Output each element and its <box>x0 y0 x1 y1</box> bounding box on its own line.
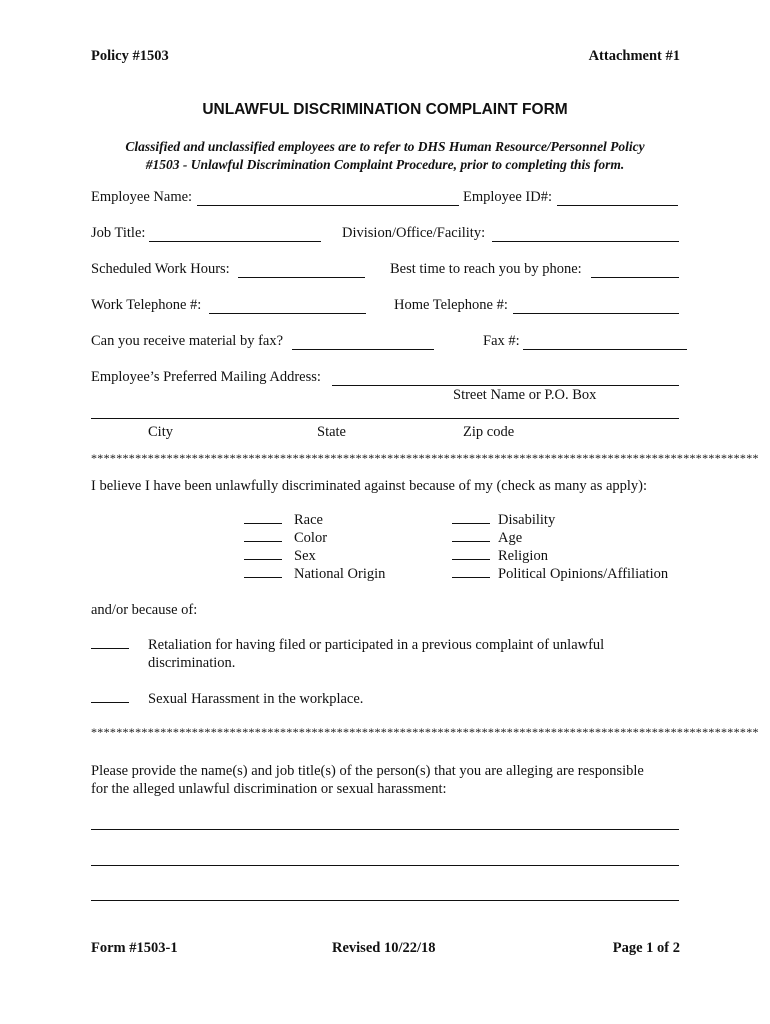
best-time-label: Best time to reach you by phone: <box>390 261 582 277</box>
persons-answer-line-3[interactable] <box>91 900 679 901</box>
mailing-city-state-zip-field[interactable] <box>91 418 679 419</box>
policy-number: Policy #1503 <box>91 48 169 64</box>
revised-date: Revised 10/22/18 <box>332 940 436 956</box>
fax-question-field[interactable] <box>292 349 434 350</box>
basis-age[interactable]: Age <box>452 530 522 547</box>
form-number: Form #1503-1 <box>91 940 178 956</box>
sexual-harassment-label: Sexual Harassment in the workplace. <box>148 691 364 707</box>
work-hours-label: Scheduled Work Hours: <box>91 261 230 277</box>
basis-race[interactable]: Race <box>244 512 323 529</box>
employee-name-field[interactable] <box>197 205 459 206</box>
employee-id-field[interactable] <box>557 205 678 206</box>
home-phone-field[interactable] <box>513 313 679 314</box>
best-time-field[interactable] <box>591 277 679 278</box>
fax-question-label: Can you receive material by fax? <box>91 333 284 349</box>
sexual-harassment-blank[interactable] <box>91 691 129 708</box>
checkbox-blank[interactable] <box>244 523 282 524</box>
work-phone-field[interactable] <box>209 313 366 314</box>
checkbox-blank[interactable] <box>244 541 282 542</box>
fax-number-label: Fax #: <box>483 333 520 349</box>
checkbox-blank[interactable] <box>91 648 129 649</box>
employee-id-label: Employee ID#: <box>463 189 552 205</box>
checkbox-blank[interactable] <box>91 702 129 703</box>
form-title: UNLAWFUL DISCRIMINATION COMPLAINT FORM <box>202 101 568 118</box>
employee-name-label: Employee Name: <box>91 189 193 205</box>
street-caption: Street Name or P.O. Box <box>453 387 597 403</box>
persons-answer-line-2[interactable] <box>91 865 679 866</box>
retaliation-blank[interactable] <box>91 637 129 654</box>
belief-statement: I believe I have been unlawfully discriminated against because of my (check as many as apply): <box>91 478 648 494</box>
basis-religion[interactable]: Religion <box>452 548 548 565</box>
work-hours-field[interactable] <box>238 277 365 278</box>
basis-color[interactable]: Color <box>244 530 327 547</box>
retaliation-line-2: discrimination. <box>148 655 236 671</box>
mailing-street-field[interactable] <box>332 385 679 386</box>
retaliation-line-1: Retaliation for having filed or participated in a previous complaint of unlawful <box>148 637 605 653</box>
home-phone-label: Home Telephone #: <box>394 297 508 313</box>
fax-number-field[interactable] <box>523 349 687 350</box>
checkbox-blank[interactable] <box>452 559 490 560</box>
and-or-label: and/or because of: <box>91 602 198 618</box>
zip-caption: Zip code <box>463 424 515 440</box>
mailing-address-label: Employee’s Preferred Mailing Address: <box>91 369 321 385</box>
checkbox-blank[interactable] <box>244 559 282 560</box>
division-field[interactable] <box>492 241 679 242</box>
basis-disability[interactable]: Disability <box>452 512 555 529</box>
division-label: Division/Office/Facility: <box>342 225 486 241</box>
page-number: Page 1 of 2 <box>612 940 680 956</box>
intro-line-1: Classified and unclassified employees are to refer to DHS Human Resource/Personnel Policy <box>125 139 645 154</box>
persons-answer-line-1[interactable] <box>91 829 679 830</box>
basis-sex[interactable]: Sex <box>244 548 316 565</box>
basis-national-origin[interactable]: National Origin <box>244 566 385 583</box>
work-phone-label: Work Telephone #: <box>91 297 202 313</box>
basis-political[interactable]: Political Opinions/Affiliation <box>452 566 668 583</box>
checkbox-blank[interactable] <box>244 577 282 578</box>
attachment-label: Attachment #1 <box>588 48 680 64</box>
persons-prompt-line-2: for the alleged unlawful discrimination or sexual harassment: <box>91 781 447 797</box>
separator: ********************************************************************************************************** <box>91 725 759 739</box>
state-caption: State <box>317 424 346 440</box>
checkbox-blank[interactable] <box>452 577 490 578</box>
intro-line-2: #1503 - Unlawful Discrimination Complaint Procedure, prior to completing this form. <box>145 157 625 172</box>
persons-prompt-line-1: Please provide the name(s) and job title(s) of the person(s) that you are alleging are responsible <box>91 763 644 779</box>
checkbox-blank[interactable] <box>452 523 490 524</box>
separator: ********************************************************************************************************** <box>91 451 759 465</box>
job-title-field[interactable] <box>149 241 321 242</box>
checkbox-blank[interactable] <box>452 541 490 542</box>
job-title-label: Job Title: <box>91 225 146 241</box>
city-caption: City <box>148 424 173 440</box>
